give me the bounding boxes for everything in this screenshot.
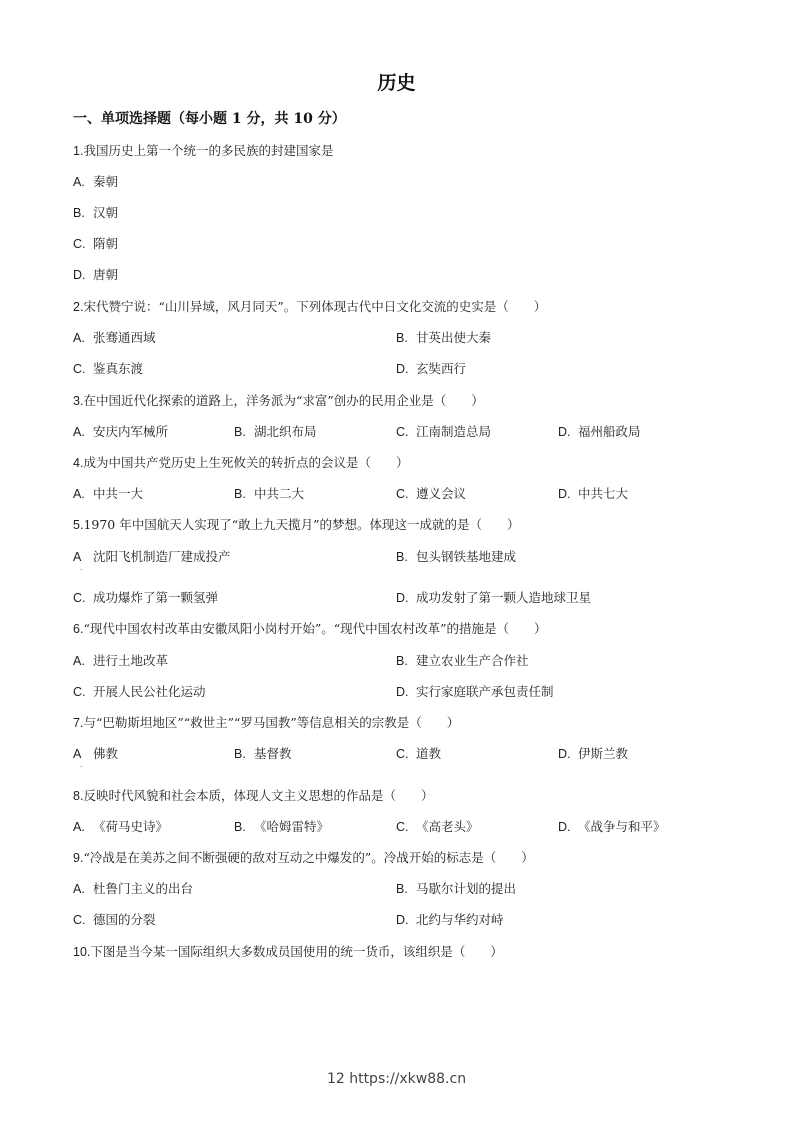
option-text: 《哈姆雷特》 (254, 819, 330, 834)
option-letter: A. (73, 425, 85, 439)
option-letter: A. (73, 820, 85, 834)
option-text: 秦朝 (93, 174, 119, 189)
option-text: 进行土地改革 (93, 653, 169, 668)
option-1d (73, 265, 118, 283)
option-9c (73, 910, 156, 928)
option-6a (73, 651, 168, 669)
page-footer: 12 https://xkw88.cn (326, 1071, 467, 1087)
option-9d (396, 910, 504, 928)
option-text: 伊斯兰教 (578, 746, 629, 761)
option-8d (558, 817, 666, 835)
option-letter: A (73, 550, 82, 564)
option-text: 汉朝 (93, 205, 119, 220)
option-text: 开展人民公社化运动 (93, 684, 206, 699)
option-1b (73, 203, 118, 221)
option-text: 《战争与和平》 (578, 819, 666, 834)
question-number: 9. (73, 851, 84, 865)
question-number: 4. (73, 456, 84, 470)
option-text: 安庆内军械所 (93, 424, 169, 439)
question-4 (73, 453, 408, 471)
option-letter: D. (396, 685, 409, 699)
option-8b (234, 817, 329, 835)
question-text: “现代中国农村改革由安徽凤阳小岗村开始”。“现代中国农村改革”的措施是（ ） (83, 621, 547, 636)
question-text: 成为中国共产党历史上生死攸关的转折点的会议是（ ） (83, 455, 409, 470)
option-text: 福州船政局 (578, 424, 641, 439)
option-letter: C. (73, 362, 86, 376)
question-text: 宋代赞宁说：“山川异域，风月同天”。下列体现古代中日文化交流的史实是（ ） (83, 299, 547, 314)
question-3 (73, 391, 484, 409)
option-7d (558, 744, 628, 762)
option-9b (396, 879, 516, 897)
option-text: 建立农业生产合作社 (416, 653, 529, 668)
option-8a (73, 817, 168, 835)
option-letter: A. (73, 487, 85, 501)
option-letter: D. (558, 487, 571, 501)
question-text: 下图是当今某一国际组织大多数成员国使用的统一货币，该组织是（ ） (90, 944, 503, 959)
question-8 (73, 786, 433, 804)
option-letter: D. (396, 591, 409, 605)
option-letter: C. (396, 425, 409, 439)
option-letter: A (73, 747, 82, 761)
option-6b (396, 651, 529, 669)
option-letter: A. (73, 654, 85, 668)
option-2d (396, 359, 466, 377)
option-letter: C. (73, 237, 86, 251)
option-letter: B. (234, 487, 246, 501)
option-letter: D. (558, 747, 571, 761)
option-letter: A. (73, 331, 85, 345)
option-letter: A. (73, 175, 85, 189)
option-text: 江南制造总局 (416, 424, 492, 439)
option-text: 中共二大 (254, 486, 305, 501)
option-text: 张骞通西域 (93, 330, 156, 345)
option-5d (396, 588, 591, 606)
option-4a (73, 484, 143, 502)
option-6c (73, 682, 206, 700)
option-text: 中共一大 (93, 486, 144, 501)
option-6d (396, 682, 554, 700)
option-letter: B. (396, 654, 408, 668)
question-6 (73, 619, 547, 637)
question-number: 1. (73, 144, 84, 158)
option-text: 杜鲁门主义的出台 (93, 881, 194, 896)
option-text: 湖北织布局 (254, 424, 317, 439)
option-4b (234, 484, 304, 502)
question-10 (73, 942, 503, 960)
question-number: 10. (73, 945, 91, 959)
option-letter: B. (396, 882, 408, 896)
option-text: 玄奘西行 (416, 361, 467, 376)
question-number: 8. (73, 789, 84, 803)
option-4c (396, 484, 466, 502)
option-letter: D. (558, 820, 571, 834)
option-1c (73, 234, 118, 252)
option-letter: D. (396, 913, 409, 927)
option-text: 唐朝 (93, 267, 119, 282)
option-text: 甘英出使大秦 (416, 330, 492, 345)
option-5b (396, 547, 516, 565)
option-text: 成功爆炸了第一颗氢弹 (93, 590, 219, 605)
question-text: 1970 年中国航天人实现了“敢上九天揽月”的梦想。体现这一成就的是（ ） (83, 517, 520, 532)
question-2 (73, 297, 546, 315)
option-text: 遵义会议 (416, 486, 467, 501)
question-text: 与“巴勒斯坦地区”“救世主”“罗马国教”等信息相关的宗教是（ ） (83, 715, 460, 730)
option-letter: D. (396, 362, 409, 376)
option-text: 沈阳飞机制造厂建成投产 (93, 549, 231, 564)
option-letter: B. (73, 206, 85, 220)
option-7c (396, 744, 441, 762)
option-letter: B. (234, 820, 246, 834)
option-letter: C. (396, 747, 409, 761)
option-text: 佛教 (93, 746, 119, 761)
section-heading: 一、单项选择题（每小题 1 分，共 10 分） (73, 111, 346, 127)
option-5a (73, 547, 231, 565)
option-letter: C. (73, 591, 86, 605)
option-text: 《荷马史诗》 (93, 819, 169, 834)
option-letter: B. (396, 550, 408, 564)
question-text: 在中国近代化探索的道路上，洋务派为“求富”创办的民用企业是（ ） (83, 393, 484, 408)
option-text: 北约与华约对峙 (416, 912, 504, 927)
option-text: 成功发射了第一颗人造地球卫星 (416, 590, 592, 605)
question-number: 5. (73, 518, 84, 532)
option-3a (73, 422, 168, 440)
question-text: 反映时代风貌和社会本质，体现人文主义思想的作品是（ ） (83, 788, 434, 803)
question-number: 3. (73, 394, 84, 408)
option-text: 隋朝 (93, 236, 119, 251)
question-9 (73, 848, 534, 866)
option-letter: B. (396, 331, 408, 345)
option-4d (558, 484, 628, 502)
option-8c (396, 817, 479, 835)
page-title: 历史 (377, 72, 416, 94)
option-letter: B. (234, 747, 246, 761)
question-7 (73, 713, 459, 731)
option-text: 基督教 (254, 746, 292, 761)
option-text: 中共七大 (578, 486, 629, 501)
option-text: 德国的分裂 (93, 912, 156, 927)
option-letter: C. (396, 820, 409, 834)
question-number: 2. (73, 300, 84, 314)
question-1 (73, 141, 333, 159)
option-5c (73, 588, 218, 606)
option-text: 马歇尔计划的提出 (416, 881, 517, 896)
question-text: 我国历史上第一个统一的多民族的封建国家是 (83, 143, 334, 158)
option-3c (396, 422, 491, 440)
option-text: 包头钢铁基地建成 (416, 549, 517, 564)
question-5 (73, 515, 520, 533)
option-letter: D. (73, 268, 86, 282)
option-text: 《高老头》 (416, 819, 479, 834)
option-letter: C. (73, 913, 86, 927)
question-text: “冷战是在美苏之间不断强硬的敌对互动之中爆发的”。冷战开始的标志是（ ） (83, 850, 534, 865)
question-number: 6. (73, 622, 84, 636)
option-text: 实行家庭联产承包责任制 (416, 684, 554, 699)
option-letter: C. (73, 685, 86, 699)
option-3d (558, 422, 641, 440)
option-letter: B. (234, 425, 246, 439)
stray-mark: . (80, 562, 83, 572)
option-text: 道教 (416, 746, 442, 761)
option-7b (234, 744, 292, 762)
option-letter: C. (396, 487, 409, 501)
option-1a (73, 172, 118, 190)
option-2b (396, 328, 491, 346)
option-2a (73, 328, 156, 346)
option-text: 鉴真东渡 (93, 361, 144, 376)
question-number: 7. (73, 716, 84, 730)
option-9a (73, 879, 193, 897)
option-2c (73, 359, 143, 377)
option-letter: A. (73, 882, 85, 896)
option-letter: D. (558, 425, 571, 439)
stray-mark: . (80, 759, 83, 769)
option-3b (234, 422, 317, 440)
